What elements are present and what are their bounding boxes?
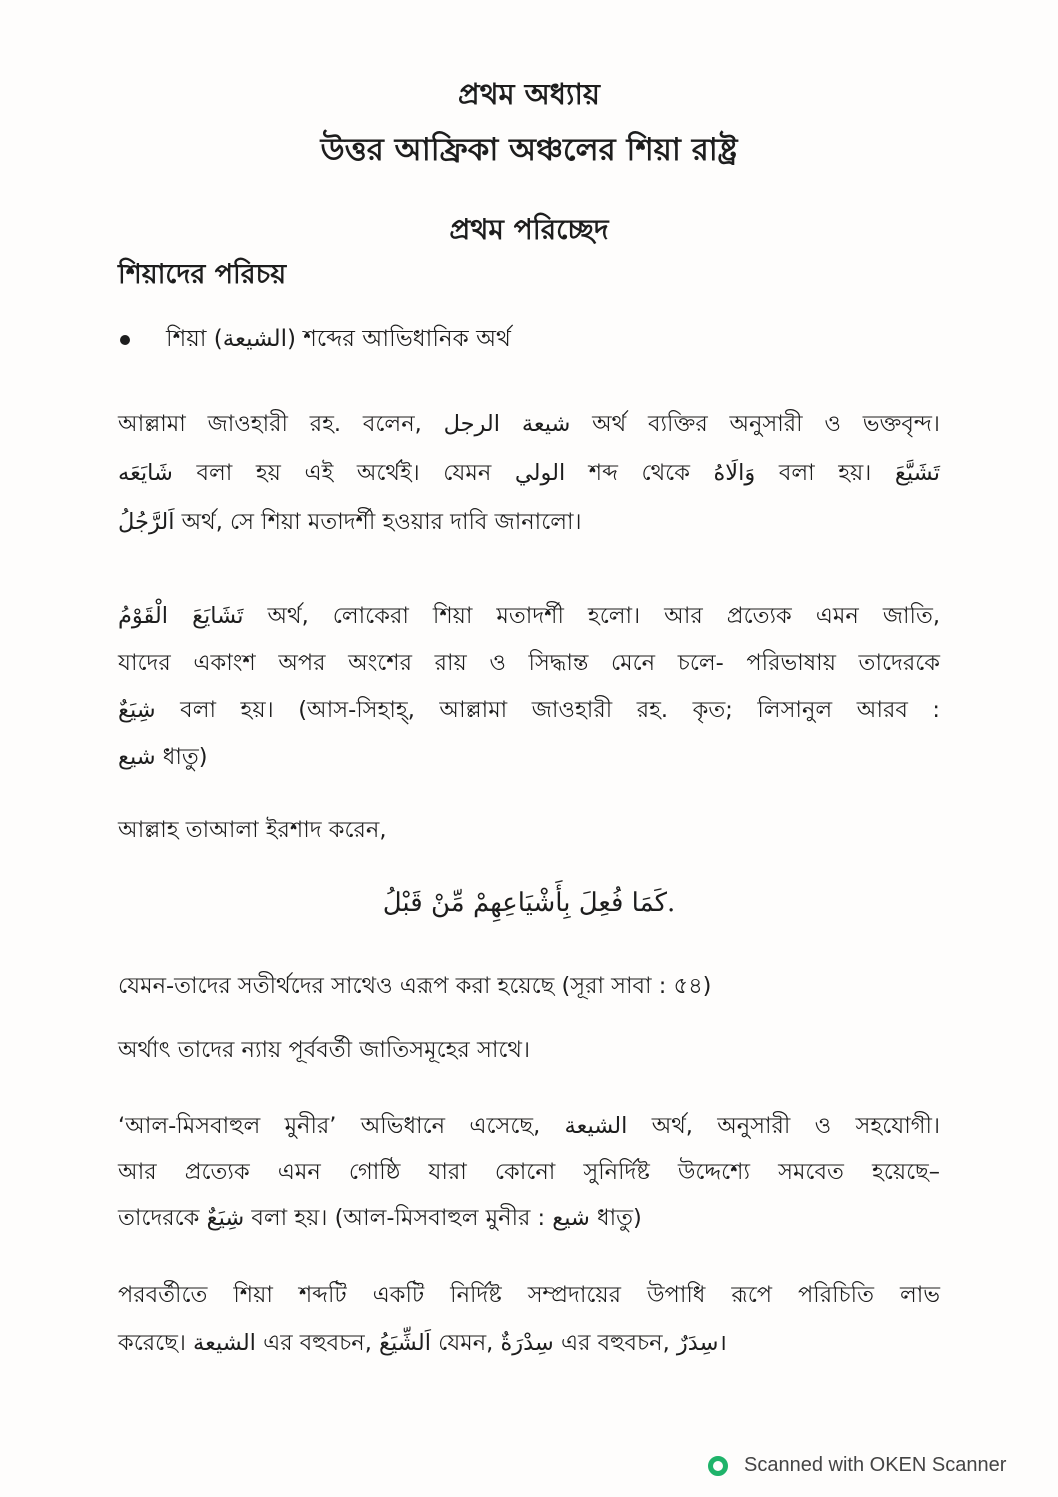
paragraph-line: আর প্রত্যেক এমন গোষ্ঠি যারা কোনো সুনির্দিষ্ট উদ্দেশ্যে সমবেত হয়েছে– [118, 1159, 940, 1185]
quran-verse: كَمَا فُعِلَ بِأَشْيَاعِهِمْ مِّنْ قَبْلُ. [382, 888, 676, 918]
chapter-label: প্রথম অধ্যায় [458, 77, 600, 111]
paragraph-2 [118, 593, 940, 781]
paragraph-3 [118, 806, 940, 855]
paragraph-line: পরবর্তীতে শিয়া শব্দটি একটি নির্দিষ্ট সম্প্রদায়ের উপাধি রূপে পরিচিতি লাভ [118, 1282, 940, 1308]
paragraph-1 [118, 400, 940, 547]
oken-scanner-icon [708, 1456, 728, 1476]
bullet-icon [120, 335, 130, 345]
scanner-text: Scanned with OKEN Scanner [744, 1454, 1007, 1476]
paragraph-line: করেছে। الشيعة এর বহুবচন, اَلشِّيَعُ যেমন, سِدْرَةٌ এর বহুবচন, سِدَرٌ। [118, 1330, 727, 1356]
paragraph-4 [118, 962, 940, 1011]
paragraph-line: যাদের একাংশ অপর অংশের রায় ও সিদ্ধান্ত মেনে চলে- পরিভাষায় তাদেরকে [118, 650, 940, 676]
paragraph-6 [118, 1103, 940, 1241]
paragraph-line: ‘আল-মিসবাহুল মুনীর’ অভিধানে এসেছে, الشيعة অর্থ, অনুসারী ও সহযোগী। [118, 1113, 940, 1139]
paragraph-line: شيع ধাতু) [118, 744, 208, 770]
chapter-title: উত্তর আফ্রিকা অঞ্চলের শিয়া রাষ্ট্র [320, 132, 738, 168]
scanner-watermark [708, 1454, 1006, 1477]
paragraph-line: অর্থাৎ তাদের ন্যায় পূর্ববর্তী জাতিসমূহের সাথে। [118, 1037, 530, 1063]
paragraph-line: যেমন-তাদের সতীর্থদের সাথেও এরূপ করা হয়েছে (সূরা সাবা : ৫৪) [118, 973, 712, 999]
paragraph-line: আল্লাহ তাআলা ইরশাদ করেন, [118, 817, 387, 843]
bullet-text: শিয়া (الشيعة) শব্দের আভিধানিক অর্থ [166, 326, 511, 352]
section-heading: শিয়াদের পরিচয় [118, 259, 287, 290]
paragraph-line: شِيَعٌ বলা হয়। (আস-সিহাহ্, আল্লামা জাওহারী রহ. কৃত; লিসানুল আরব : [118, 697, 940, 723]
paragraph-line: আল্লামা জাওহারী রহ. বলেন, شيعة الرجل অর্থ ব্যক্তির অনুসারী ও ভক্তবৃন্দ। [118, 411, 940, 437]
paragraph-line: তাদেরকে شِيَعٌ বলা হয়। (আল-মিসবাহুল মুনীর : شيع ধাতু) [118, 1205, 642, 1231]
bullet-item [120, 320, 511, 359]
section-label: প্রথম পরিচ্ছেদ [449, 213, 609, 246]
paragraph-5 [118, 1026, 940, 1075]
paragraph-line: اَلرَّجُلُ অর্থ, সে শিয়া মতাদর্শী হওয়ার দাবি জানালো। [118, 509, 582, 535]
paragraph-line: شَايَعَه বলা হয় এই অর্থেই। যেমন الولي শব্দ থেকে وَالَاهُ বলা হয়। تَشَيَّعَ [118, 460, 940, 486]
paragraph-7 [118, 1271, 940, 1367]
paragraph-line: تَشَايَعَ الْقَوْمُ অর্থ, লোকেরা শিয়া মতাদর্শী হলো। আর প্রত্যেক এমন জাতি, [118, 603, 940, 629]
